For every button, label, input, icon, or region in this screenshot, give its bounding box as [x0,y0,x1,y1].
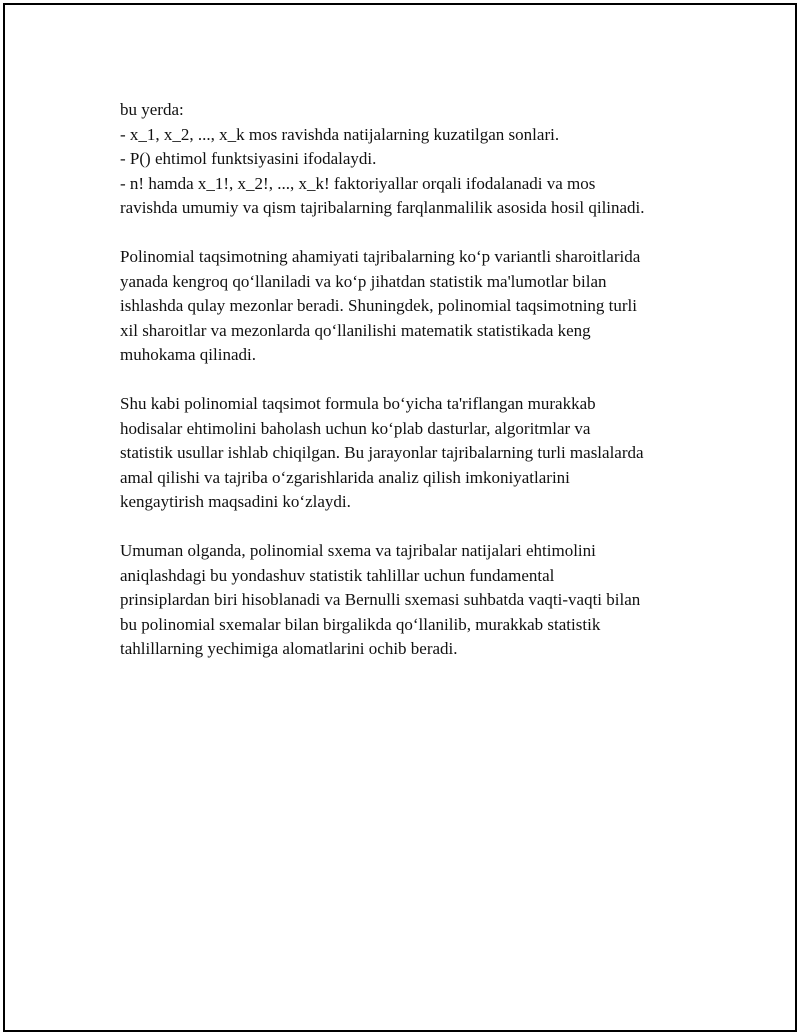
paragraph-2-line-5: kengaytirish maqsadini ko‘zlaydi. [120,492,351,511]
paragraph-1-line-2: yanada kengroq qo‘llaniladi va ko‘p jihatdan statistik ma'lumotlar bilan [120,271,607,291]
intro-heading: bu yerda: [120,100,184,119]
intro-item-1: - x_1, x_2, ..., x_k mos ravishda natijalarning kuzatilgan sonlari. [120,124,560,144]
paragraph-1-line-5: muhokama qilinadi. [120,345,256,364]
paragraph-3-line-2: aniqlashdagi bu yondashuv statistik tahlillar uchun fundamental [120,565,555,585]
paragraph-1 [120,245,700,368]
document-body [120,98,700,686]
paragraph-3-line-4: bu polinomial sxemalar bilan birgalikda qo‘llanilib, murakkab statistik [120,614,601,634]
paragraph-2-line-3: statistik usullar ishlab chiqilgan. Bu jarayonlar tajribalarning turli maslalarda [120,443,644,462]
paragraph-2-line-4: amal qilishi va tajriba o‘zgarishlarida analiz qilish imkoniyatlarini [120,467,570,487]
paragraph-3-line-1: Umuman olganda, polinomial sxema va tajribalar natijalari ehtimolini [120,541,596,560]
paragraph-3-line-3: prinsiplardan biri hisoblanadi va Bernulli sxemasi suhbatda vaqti-vaqti bilan [120,590,641,609]
document-page [3,3,797,1032]
paragraph-3 [120,539,700,662]
paragraph-2-line-2: hodisalar ehtimolini baholash uchun ko‘plab dasturlar, algoritmlar va [120,418,591,438]
paragraph-3-line-5: tahlillarning yechimiga alomatlarini ochib beradi. [120,639,458,658]
paragraph-2 [120,392,700,515]
intro-item-3: - n! hamda x_1!, x_2!, ..., x_k! faktoriyallar orqali ifodalanadi va mos [120,173,596,193]
intro-item-2: - P() ehtimol funktsiyasini ifodalaydi. [120,149,377,168]
intro-block [120,98,700,221]
intro-item-3-continued: ravishda umumiy va qism tajribalarning farqlanmalilik asosida hosil qilinadi. [120,198,645,217]
paragraph-2-line-1: Shu kabi polinomial taqsimot formula bo‘yicha ta'riflangan murakkab [120,394,596,413]
paragraph-1-line-4: xil sharoitlar va mezonlarda qo‘llanilishi matematik statistikada keng [120,320,591,340]
paragraph-1-line-1: Polinomial taqsimotning ahamiyati tajribalarning ko‘p variantli sharoitlarida [120,247,641,266]
paragraph-1-line-3: ishlashda qulay mezonlar beradi. Shuningdek, polinomial taqsimotning turli [120,296,637,315]
